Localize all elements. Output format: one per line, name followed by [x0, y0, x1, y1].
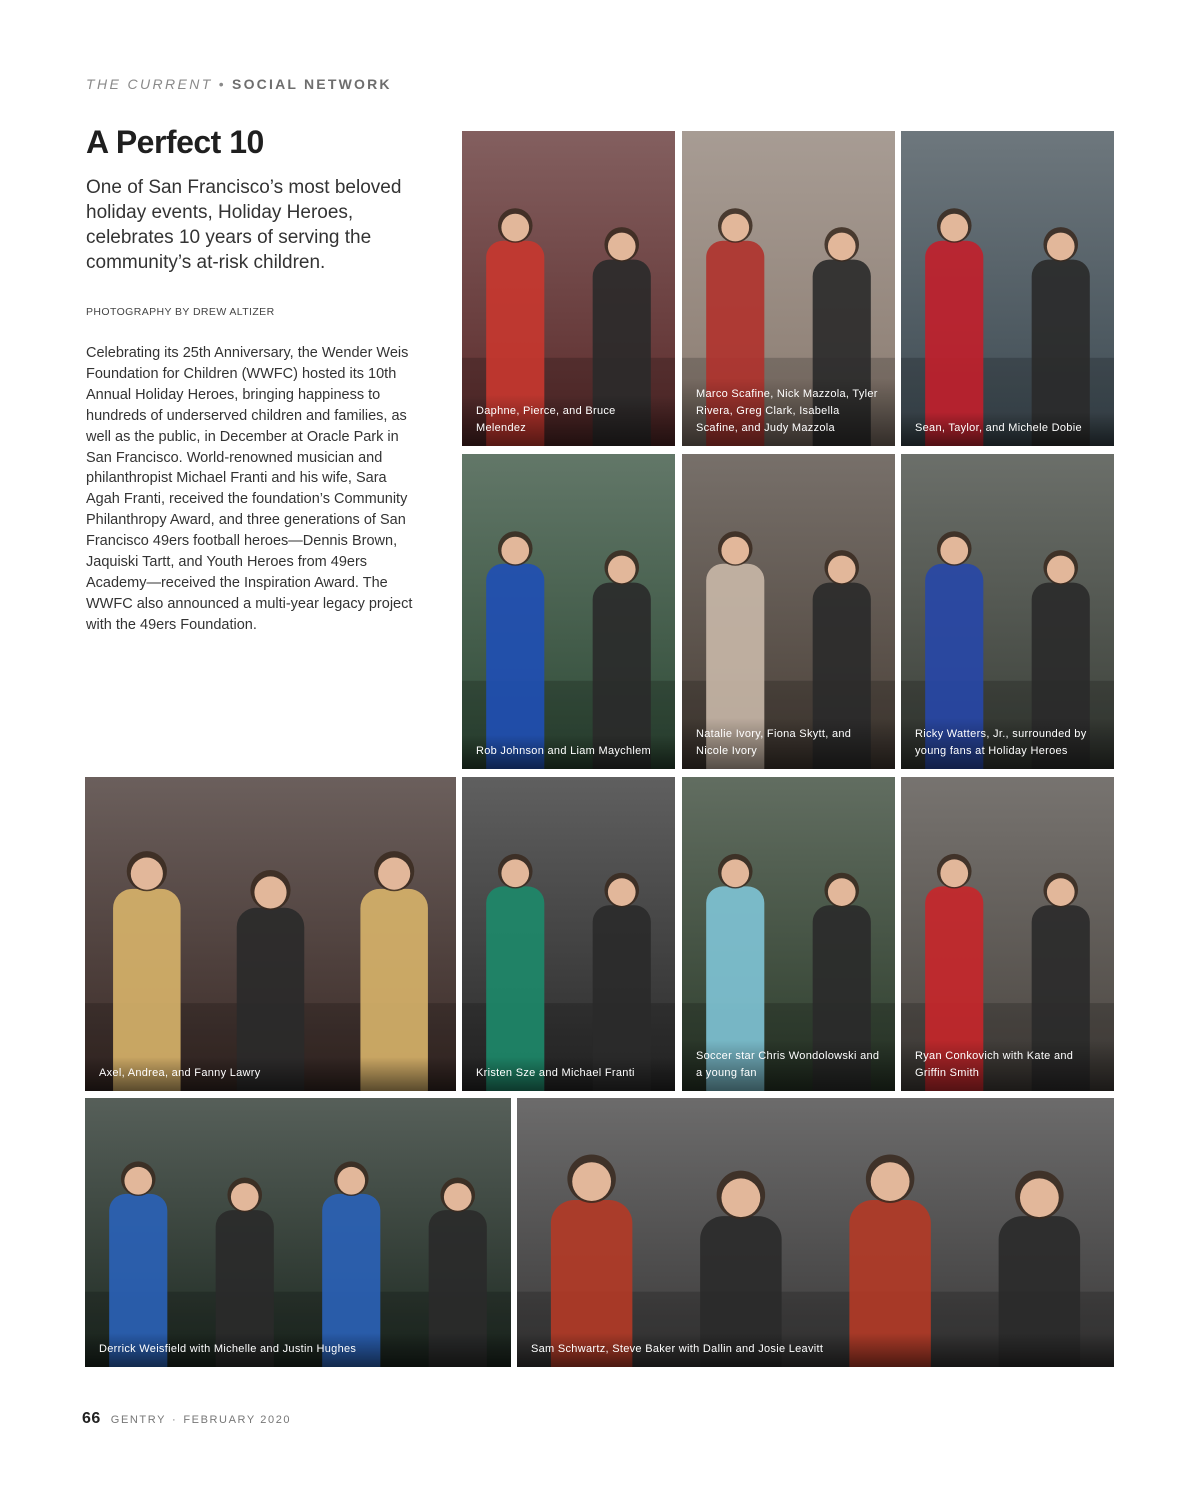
photo-caption: Marco Scafine, Nick Mazzola, Tyler Rivera, Greg Clark, Isabella Scafine, and Judy Mazzola: [682, 378, 895, 446]
photo-image: [462, 454, 675, 769]
photo-caption: Sean, Taylor, and Michele Dobie: [901, 412, 1114, 446]
photo-image: [901, 131, 1114, 446]
photo-caption: Ryan Conkovich with Kate and Griffin Smith: [901, 1040, 1114, 1091]
photo-johnson-maychlem: [462, 454, 675, 769]
person-face: [608, 556, 636, 584]
photo-caption: Rob Johnson and Liam Maychlem: [462, 735, 675, 769]
person-face: [940, 859, 968, 887]
person-face: [124, 1167, 152, 1195]
article-deck: One of San Francisco’s most beloved holiday events, Holiday Heroes, celebrates 10 years of serving the community’s at-risk children.: [86, 177, 402, 273]
person-face: [608, 878, 636, 906]
page-footer: [82, 1410, 291, 1428]
kicker-separator: •: [218, 76, 227, 92]
photo-scafine-mazzola: [682, 131, 895, 446]
photo-sze-franti: [462, 777, 675, 1091]
photo-watters: [901, 454, 1114, 769]
kicker-section: SOCIAL NETWORK: [232, 76, 392, 92]
person-face: [231, 1183, 259, 1211]
photo-caption: Derrick Weisfield with Michelle and Justin Hughes: [85, 1333, 511, 1367]
article-title: A Perfect 10: [86, 124, 264, 160]
section-kicker: [86, 76, 392, 92]
issue-date: FEBRUARY 2020: [183, 1414, 292, 1426]
person-face: [444, 1183, 472, 1211]
footer-separator: ·: [172, 1414, 178, 1426]
photo-conkovich-smith: [901, 777, 1114, 1091]
photo-caption: Daphne, Pierce, and Bruce Melendez: [462, 395, 675, 446]
photo-caption: Ricky Watters, Jr., surrounded by young fans at Holiday Heroes: [901, 718, 1114, 769]
person-face: [721, 859, 749, 887]
person-face: [940, 214, 968, 242]
photo-lawry: [85, 777, 456, 1091]
photo-ivory-skytt: [682, 454, 895, 769]
person-face: [828, 556, 856, 584]
person-face: [940, 537, 968, 565]
person-face: [501, 859, 529, 887]
photo-wondolowski: [682, 777, 895, 1091]
person-face: [572, 1162, 611, 1201]
photo-image: [462, 777, 675, 1091]
person-face: [501, 214, 529, 242]
person-face: [721, 214, 749, 242]
person-face: [608, 233, 636, 261]
photo-weisfield-hughes: [85, 1098, 511, 1367]
photo-dobie: [901, 131, 1114, 446]
publication-name: GENTRY: [110, 1414, 167, 1426]
photo-credit: PHOTOGRAPHY BY DREW ALTIZER: [86, 306, 275, 318]
photo-image: [517, 1098, 1114, 1367]
person-face: [378, 858, 410, 890]
person-face: [721, 537, 749, 565]
person-face: [1020, 1178, 1059, 1217]
person-face: [871, 1162, 910, 1201]
person-face: [254, 876, 286, 908]
person-face: [1047, 233, 1075, 261]
person-face: [337, 1167, 365, 1195]
photo-caption: Soccer star Chris Wondolowski and a young fan: [682, 1040, 895, 1091]
photo-caption: Natalie Ivory, Fiona Skytt, and Nicole Ivory: [682, 718, 895, 769]
photo-caption: Kristen Sze and Michael Franti: [462, 1057, 675, 1091]
person-face: [1047, 556, 1075, 584]
photo-image: [85, 777, 456, 1091]
photo-image: [85, 1098, 511, 1367]
photo-melendez: [462, 131, 675, 446]
photo-schwartz-baker-leavitt: [517, 1098, 1114, 1367]
person-face: [721, 1178, 760, 1217]
person-face: [1047, 878, 1075, 906]
kicker-series: THE CURRENT: [86, 76, 213, 92]
person-face: [501, 537, 529, 565]
person-face: [828, 878, 856, 906]
photo-caption: Axel, Andrea, and Fanny Lawry: [85, 1057, 456, 1091]
article-body: Celebrating its 25th Anniversary, the Wender Weis Foundation for Children (WWFC) hosted its 10th Annual Holiday Heroes, bringing happiness to hundreds of underserved children and families, as well as the public, in December at Oracle Park in San Francisco. World-renowned musician and philanthropist Michael Franti and his wife, Sara Agah Franti, received the foundation’s Community Philanthropy Award, and three generations of San Francisco 49ers football heroes—Dennis Brown, Jaquiski Tartt, and Youth Heroes from 49ers Academy—received the Inspiration Award. The WWFC also announced a multi-year legacy project with the 49ers Foundation.: [86, 345, 413, 633]
person-face: [131, 858, 163, 890]
photo-caption: Sam Schwartz, Steve Baker with Dallin and Josie Leavitt: [517, 1333, 1114, 1367]
person-face: [828, 233, 856, 261]
page-number: 66: [82, 1410, 101, 1427]
